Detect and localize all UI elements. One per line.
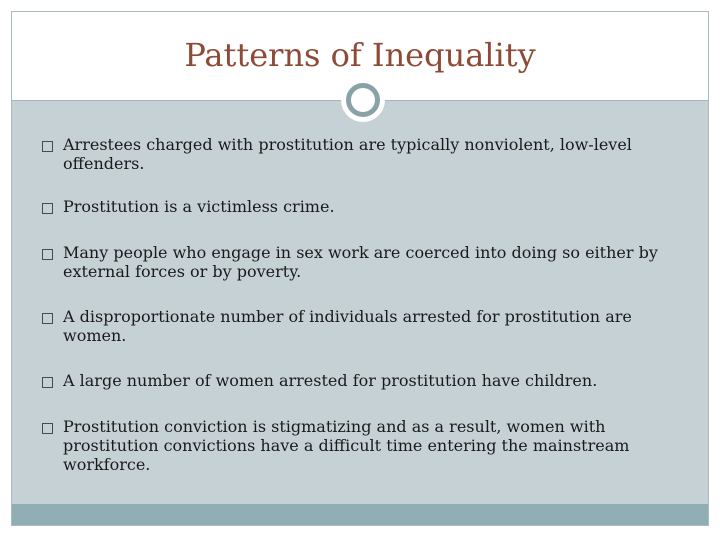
bullet-item <box>42 371 682 390</box>
bullet-text: A disproportionate number of individuals arrested for prostitution are women. <box>63 307 632 345</box>
slide-title: Patterns of Inequality <box>184 36 536 74</box>
bullet-item <box>42 307 682 345</box>
square-bullet-icon <box>42 313 53 324</box>
content-area <box>12 101 708 514</box>
square-bullet-icon <box>42 141 53 152</box>
square-bullet-icon <box>42 249 53 260</box>
square-bullet-icon <box>42 377 53 388</box>
bullet-text: Prostitution conviction is stigmatizing and as a result, women with prostitution convictions have a difficult time entering the mainstream workforce. <box>63 417 630 474</box>
square-bullet-icon <box>42 203 53 214</box>
square-bullet-icon <box>42 423 53 434</box>
divider-ring-icon <box>341 78 385 122</box>
footer-bar <box>12 504 708 525</box>
bullet-text: Prostitution is a victimless crime. <box>63 197 335 216</box>
bullet-text: A large number of women arrested for prostitution have children. <box>63 371 598 390</box>
bullet-text: Arrestees charged with prostitution are typically nonviolent, low-level offenders. <box>63 135 632 173</box>
bullet-item <box>42 197 682 216</box>
bullet-item <box>42 135 682 173</box>
bullet-item <box>42 417 682 474</box>
slide <box>11 11 709 526</box>
bullet-item <box>42 243 682 281</box>
bullet-text: Many people who engage in sex work are coerced into doing so either by external forces or by poverty. <box>63 243 658 281</box>
